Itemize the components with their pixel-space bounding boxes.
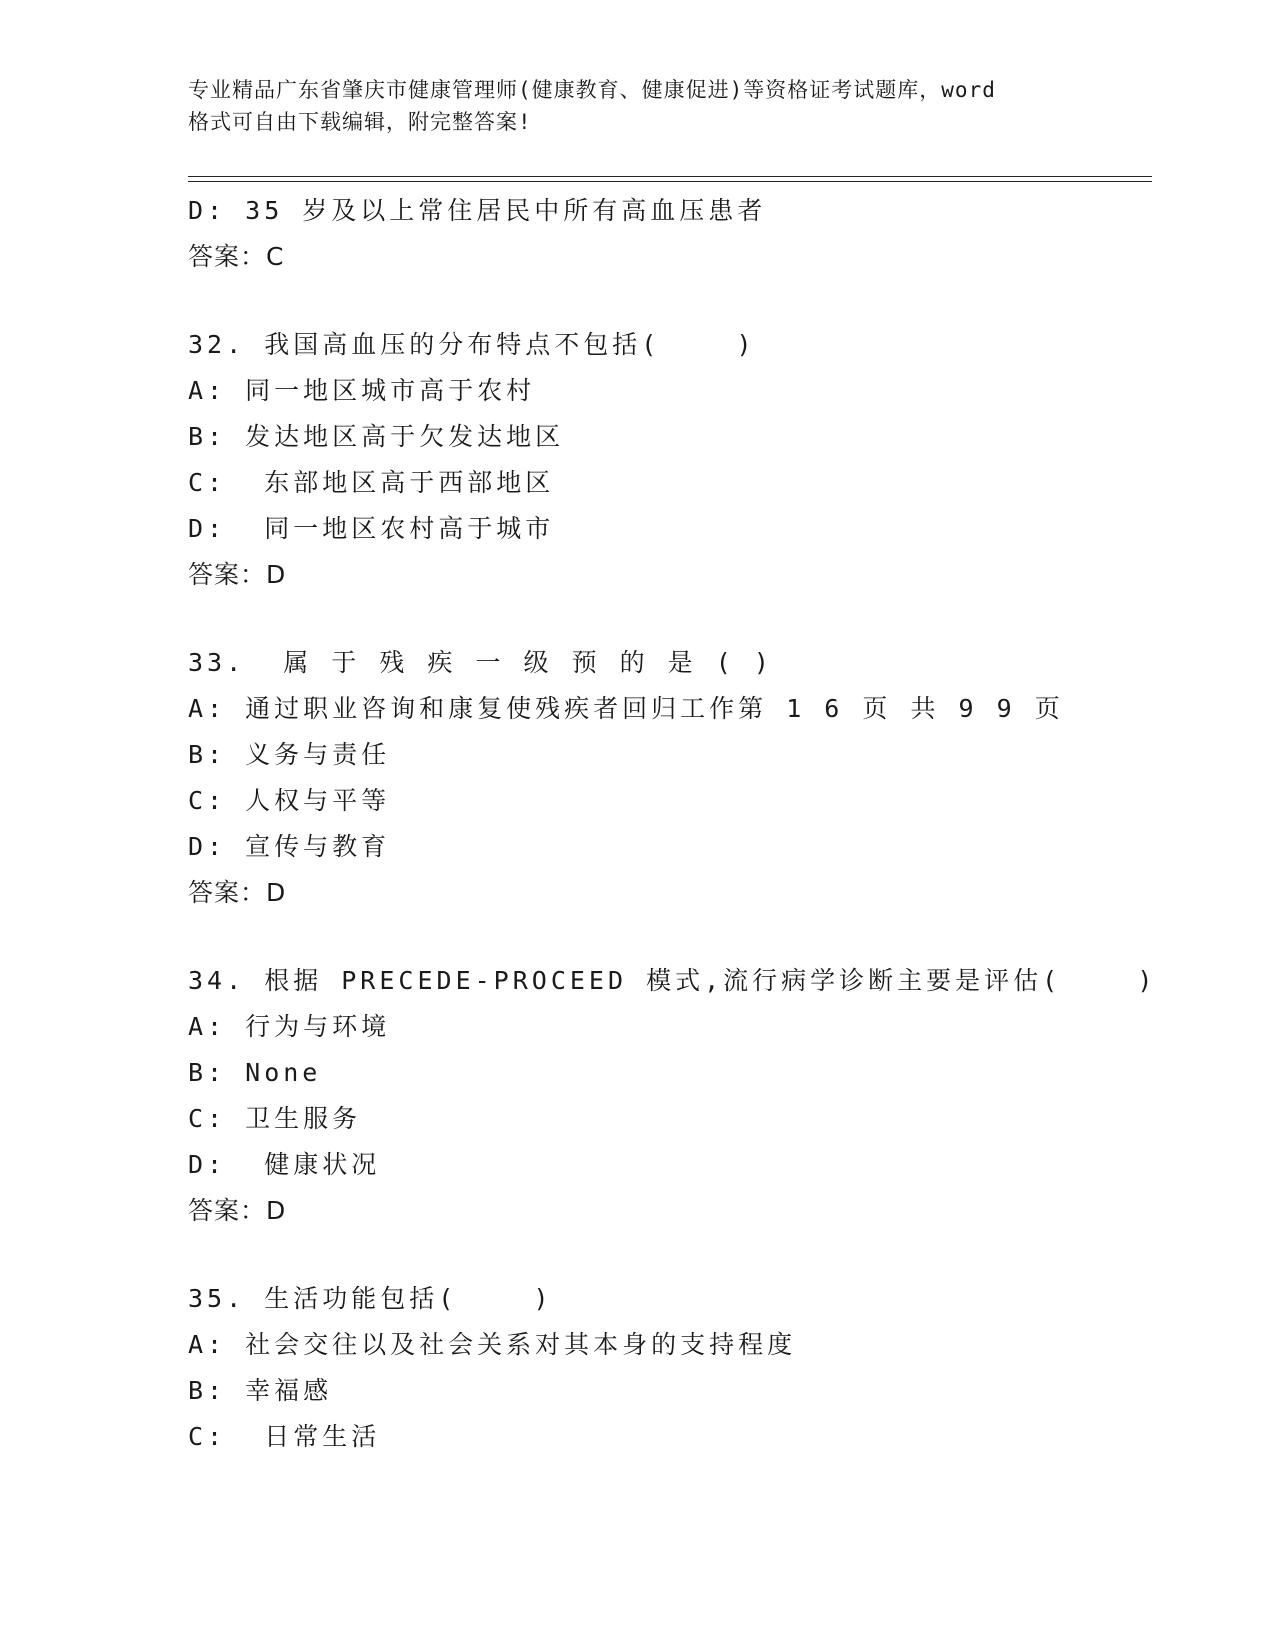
spacer bbox=[188, 280, 1168, 322]
option-d: D: 健康状况 bbox=[188, 1150, 381, 1179]
question-31-tail bbox=[188, 188, 1168, 280]
option-a: A: 同一地区城市高于农村 bbox=[188, 376, 536, 405]
option-c: C: 卫生服务 bbox=[188, 1104, 362, 1133]
header-rule-top bbox=[188, 176, 1152, 177]
option-a: A: 行为与环境 bbox=[188, 1012, 391, 1041]
header-line-1: 专业精品广东省肇庆市健康管理师(健康教育、健康促进)等资格证考试题库，word bbox=[188, 78, 996, 102]
answer-line: 答案：D bbox=[188, 878, 287, 907]
question-list bbox=[188, 188, 1168, 1460]
header-rule-bottom bbox=[188, 181, 1152, 182]
option-c: C: 日常生活 bbox=[188, 1422, 381, 1451]
document-header bbox=[188, 74, 1088, 138]
question-33 bbox=[188, 640, 1168, 916]
question-stem: 35. 生活功能包括( ) bbox=[188, 1284, 553, 1313]
option-a: A: 社会交往以及社会关系对其本身的支持程度 bbox=[188, 1330, 797, 1359]
option-b: B: 幸福感 bbox=[188, 1376, 333, 1405]
option-b: B: 发达地区高于欠发达地区 bbox=[188, 422, 565, 451]
option-b: B: None bbox=[188, 1058, 322, 1087]
answer-line: 答案：C bbox=[188, 242, 285, 271]
question-32 bbox=[188, 322, 1168, 598]
question-34 bbox=[188, 958, 1168, 1234]
spacer bbox=[188, 916, 1168, 958]
answer-line: 答案：D bbox=[188, 1196, 287, 1225]
question-stem: 33. 属 于 残 疾 一 级 预 的 是 ( ) bbox=[188, 648, 773, 677]
header-line-2: 格式可自由下载编辑，附完整答案! bbox=[188, 110, 532, 134]
question-35 bbox=[188, 1276, 1168, 1460]
question-stem: 34. 根据 PRECEDE-PROCEED 模式,流行病学诊断主要是评估( ) bbox=[188, 966, 1157, 995]
option-a: A: 通过职业咨询和康复使残疾者回归工作第 1 6 页 共 9 9 页 bbox=[188, 694, 1064, 723]
question-stem: 32. 我国高血压的分布特点不包括( ) bbox=[188, 330, 756, 359]
spacer bbox=[188, 1234, 1168, 1276]
option-c: C: 人权与平等 bbox=[188, 786, 391, 815]
answer-line: 答案：D bbox=[188, 560, 287, 589]
spacer bbox=[188, 598, 1168, 640]
option-c: C: 东部地区高于西部地区 bbox=[188, 468, 555, 497]
option-d: D: 同一地区农村高于城市 bbox=[188, 514, 555, 543]
option-d: D: 35 岁及以上常住居民中所有高血压患者 bbox=[188, 196, 767, 225]
option-d: D: 宣传与教育 bbox=[188, 832, 391, 861]
option-b: B: 义务与责任 bbox=[188, 740, 391, 769]
